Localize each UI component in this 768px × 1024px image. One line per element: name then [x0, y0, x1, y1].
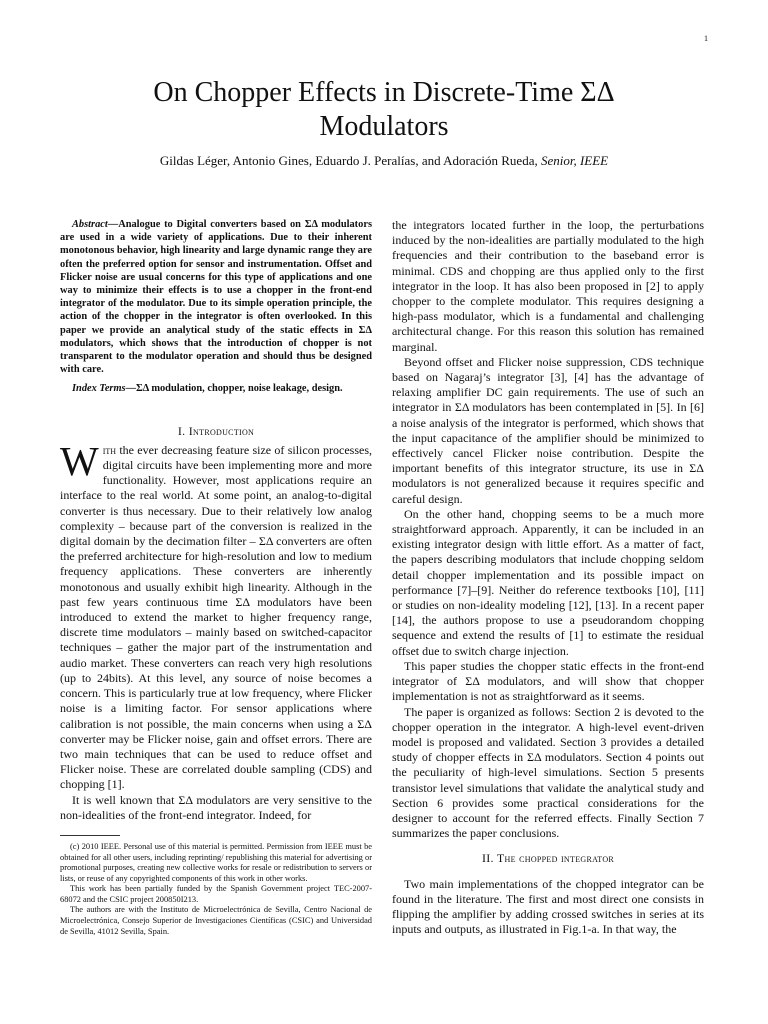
- abstract-text: —Analogue to Digital converters based on ΣΔ modulators are used in a wide variety of applications. Due to their inherent monotonous behavior, high linearity and large dynamic range they are often the preferred option for sensor and instrumentation. Offset and Flicker noise are usual concerns for this type of applications and one way to minimize their effects is to use a chopper in the front-end integrator of the modulator. Due to its simple operation principle, the action of the chopper in the integrator is often overlooked. In this paper we provide an analytical study of the static effects in ΣΔ modulators, which shows that the introduction of chopper is not transparent to the modulator operation and should thus be designed with care.: [60, 219, 372, 376]
- index-terms-text: —ΣΔ modulation, chopper, noise leakage, design.: [125, 383, 343, 395]
- index-terms-lead: Index Terms: [72, 383, 126, 395]
- footnote-copyright: (c) 2010 IEEE. Personal use of this material is permitted. Permission from IEEE must be obtained for all other users, including reprinting/ republishing this material for advertising or promotional purposes, creating new collective works for resale or redistribution to servers or lists, or reuse of any copyrighted components of this work in other works.: [60, 841, 372, 883]
- right-column: [392, 218, 704, 937]
- right-paragraph-2: Beyond offset and Flicker noise suppression, CDS technique based on Nagaraj’s integrator [3], [4] has the advantage of relaxing amplifier DC gain requirements. The use of such an integrator in ΣΔ modulators has been contemplated in [5]. In [6] a noise analysis of the integrator is performed, which shows that the input capacitance of the amplifier should be minimized to effectively cancel Flicker noise contribution. Despite the important benefits of this integrator structure, its use in ΣΔ modulators is not generalized because it requires specific and careful design.: [392, 354, 704, 506]
- right-paragraph-3: On the other hand, chopping seems to be a much more straightforward approach. Apparently, it can be included in an existing integrator design with little effort. As a matter of fact, the papers describing modulators that include chopping seldom detail chopper implementation and its possible impact on performance [7]–[9]. Neither do reference textbooks [10], [11] or studies on non-ideality modeling [12], [13]. In a recent paper [14], the authors propose to use a pseudorandom chopping sequence and extend the results of [1] to estimate the residual offset due to switch charge injection.: [392, 506, 704, 658]
- abstract: [60, 218, 372, 376]
- intro-paragraph-1: [60, 437, 372, 793]
- paper-title: [60, 76, 708, 144]
- intro-paragraph-2: It is well known that ΣΔ modulators are very sensitive to the non-idealities of the front-end integrator. Indeed, for: [60, 792, 372, 822]
- right-paragraph-4: This paper studies the chopper static effects in the front-end integrator of ΣΔ modulators, and will show that chopper implementation is not as straightforward as it seems.: [392, 658, 704, 704]
- footnote-affiliation: The authors are with the Instituto de Microelectrónica de Sevilla, Centro Nacional de Microelectrónica, Consejo Superior de Investigaciones Científicas (CSIC) and Universidad de Sevilla, 41012 Sevilla, Spain.: [60, 905, 372, 936]
- footnote-funding: This work has been partially funded by the Spanish Government project TEC-2007-68072 and the CSIC project 200850I213.: [60, 884, 372, 904]
- footnotes: [60, 842, 372, 937]
- author-list: [60, 153, 708, 169]
- author-names: Gildas Léger, Antonio Gines, Eduardo J. Peralías, and Adoración Rueda,: [159, 153, 538, 168]
- right-paragraph-1: the integrators located further in the loop, the perturbations induced by the non-idealities are partially modulated to the high frequencies and their contribution to the baseband error is minimal. CDS and chopping are thus applied only to the first integrator in the loop. It has also been proposed in [2] to apply chopper to the complete modulator. This requires designing a high-pass modulator, which is a fundamental and challenging architectural change. For this reason this solution has remained marginal.: [392, 218, 704, 354]
- section-heading-introduction: I. Introduction: [177, 423, 255, 438]
- index-terms: [60, 382, 372, 395]
- author-affiliation: Senior, IEEE: [540, 153, 609, 168]
- page-number: 1: [704, 34, 708, 43]
- footnote-rule: [60, 835, 120, 836]
- intro-first-word: ith: [102, 442, 117, 457]
- abstract-lead: Abstract: [72, 219, 108, 230]
- title-line-2: Modulators: [319, 111, 449, 142]
- right-paragraph-5: The paper is organized as follows: Section 2 is devoted to the chopper operation in the integrator. A high-level event-driven model is proposed and validated. Section 3 provides a detailed study of chopper effects in ΣΔ modulators. Section 4 points out the peculiarity of high-level simulations. Section 5 presents transistor level simulations that validate the analytical study and Section 6 provides some practical considerations for the designer to account for the referred effects. Finally Section 7 summarizes the paper conclusions.: [392, 704, 704, 841]
- title-line-1: On Chopper Effects in Discrete-Time ΣΔ: [153, 77, 615, 108]
- left-column: [60, 218, 372, 937]
- right-paragraph-6: Two main implementations of the chopped integrator can be found in the literature. The first and most direct one consists in flipping the amplifier by adding crossed switches in series at its inputs and outputs, as illustrated in Fig.1-a. In that way, the: [392, 876, 704, 937]
- section-heading-chopped-integrator: II. The chopped integrator: [481, 851, 615, 866]
- intro-paragraph-1-text: the ever decreasing feature size of silicon processes, digital circuits have been implementing more and more functionality. However, most applications require an interface to the real world. At some point, an analog-to-digital converter is thus necessary. Due to their relatively low analog complexity – because part of the conversion is realized in the digital domain by the decimation filter – ΣΔ converters are often the preferred architecture for high-resolution and low to medium frequency applications. These converters are inherently monotonous and usually exhibit high linearity. Although in the past few years continuous time ΣΔ modulators have been introduced to extend the market to higher frequency range, discrete time modulators – mainly based on switched-capacitor techniques – gather the major part of the instrumentation and audio market. These converters can reach very high resolutions (up to 24bits). At this level, any source of noise becomes a concern. This is particularly true at low frequency, where Flicker noise is a limiting factor. For sensor applications where calibration is not possible, the main concerns when using a ΣΔ converter may be Flicker noise, gain and offset errors. There are two main techniques that can be used to reduce offset and Flicker noise. These are correlated double sampling (CDS) and chopping [1].: [60, 442, 372, 792]
- drop-cap: W: [60, 437, 99, 484]
